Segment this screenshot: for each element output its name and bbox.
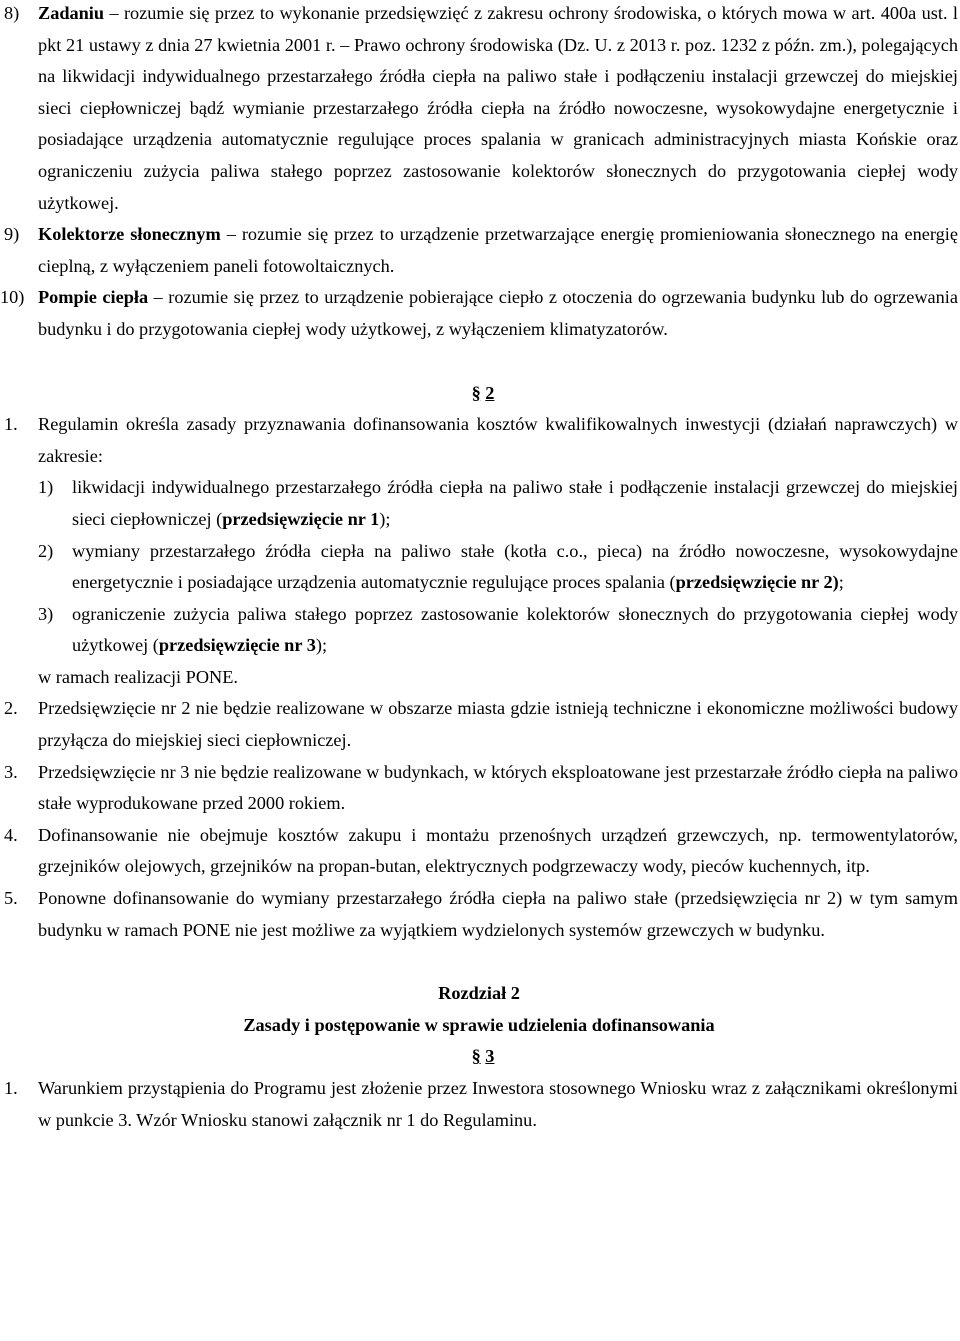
chapter-label: Rozdział 2 [438, 983, 520, 1004]
definition-text: – rozumie się przez to wykonanie przedsięwzięć z zakresu ochrony środowiska, o których mowa w art. 400a ust. l pkt 21 ustawy z dnia 27 kwietnia 2001 r. – Prawo ochrony środowiska (Dz. U. z 2013 r. poz. 1232 z późn. zm.), polegających na likwidacji indywidualnego przestarzałego źródła ciepła na paliwo stałe i podłączeniu instalacji grzewczej do miejskiej sieci ciepłowniczej bądź wymianie przestarzałego źródła ciepła na źródło nowoczesne, wysokowydajne energetycznie i posiadające urządzenia automatycznie regulujące proces spalania w granicach administracyjnych miasta Końskie oraz ograniczeniu zużycia paliwa stałego poprzez zastosowanie kolektorów słonecznych do przygotowania ciepłej wody użytkowej. [38, 3, 958, 213]
paragraph-text: Dofinansowanie nie obejmuje kosztów zakupu i montażu przenośnych urządzeń grzewczych, np. termowentylatorów, grzejników olejowych, grzejników na propan-butan, elektrycznych podgrzewaczy wody, pieców kuchennych, itp. [38, 824, 958, 877]
definition-9 [0, 219, 958, 282]
paragraph-text: Przedsięwzięcie nr 2 nie będzie realizowane w obszarze miasta gdzie istnieją techniczne i ekonomiczne możliwości budowy przyłącza do miejskiej sieci ciepłowniczej. [38, 698, 958, 751]
paragraph-text: Przedsięwzięcie nr 3 nie będzie realizowane w budynkach, w których eksploatowane jest przestarzałe źródło ciepła na paliwo stałe wyprodukowane przed 2000 rokiem. [38, 761, 958, 814]
section-mark: § [471, 382, 481, 403]
sub-item-end: ); [379, 508, 391, 529]
section-number: 3 [485, 1046, 495, 1067]
paragraph-4 [0, 820, 958, 883]
sub-item-bold: przedsięwzięcie nr 1 [222, 508, 380, 529]
paragraph-number: 5. [4, 888, 18, 909]
sub-item-bold: przedsięwzięcie nr 3 [158, 635, 316, 656]
paragraph-text: Warunkiem przystąpienia do Programu jest złożenie przez Inwestora stosownego Wniosku wraz z załącznikami określonymi w punkcie 3. Wzór Wniosku stanowi załącznik nr 1 do Regulaminu. [38, 1078, 958, 1130]
defined-term: Zadaniu [38, 3, 105, 23]
definition-8 [0, 0, 958, 219]
paragraph-3-1 [0, 1073, 958, 1136]
sub-item-bold: przedsięwzięcie nr 2) [675, 572, 839, 593]
sub-item-number: 2) [38, 540, 54, 561]
paragraph-number: 4. [4, 824, 18, 845]
definition-text: – rozumie się przez to urządzenie przetwarzające energię promieniowania słonecznego na energię cieplną, z wyłączeniem paneli fotowoltaicznych. [38, 224, 958, 276]
definition-text: – rozumie się przez to urządzenie pobierające ciepło z otoczenia do ogrzewania budynku lub do ogrzewania budynku i do przygotowania ciepłej wody użytkowej, z wyłączeniem klimatyzatorów. [38, 287, 958, 339]
paragraph-text: Regulamin określa zasady przyznawania dofinansowania kosztów kwalifikowalnych inwestycji (działań naprawczych) w zakresie: [38, 414, 958, 466]
section-heading-2 [0, 378, 958, 410]
paragraph-5 [0, 883, 958, 946]
defined-term: Kolektorze słonecznym [38, 224, 221, 245]
item-number: 9) [4, 224, 20, 245]
chapter-title: Zasady i postępowanie w sprawie udzielenia dofinansowania [243, 1014, 715, 1035]
section-number: 2 [485, 382, 495, 403]
sub-item-text: wymiany przestarzałego źródła ciepła na paliwo stałe (kotła c.o., pieca) na źródło nowoczesne, wysokowydajne energetycznie i posiadające urządzenia automatycznie regulujące proces spalania ( [72, 540, 958, 593]
paragraph-number: 3. [4, 761, 18, 782]
sub-item-end: ); [315, 635, 328, 656]
paragraph-3 [0, 757, 958, 820]
sub-item-2 [0, 536, 958, 599]
item-number: 10) [0, 287, 25, 308]
paragraph-number: 1. [4, 414, 18, 435]
definition-10 [0, 282, 958, 345]
sub-item-text: likwidacji indywidualnego przestarzałego źródła ciepła na paliwo stałe i podłączenie instalacji grzewczej do miejskiej sieci ciepłowniczej ( [72, 477, 958, 529]
paragraph-1 [0, 409, 958, 472]
sub-item-end: ; [838, 572, 844, 593]
defined-term: Pompie ciepła [38, 287, 149, 308]
paragraph-2 [0, 693, 958, 756]
sub-item-text: ograniczenie zużycia paliwa stałego poprzez zastosowanie kolektorów słonecznych do przygotowania ciepłej wody użytkowej ( [72, 603, 958, 656]
sub-item-number: 3) [38, 603, 54, 624]
paragraph-number: 2. [4, 698, 18, 719]
section-mark: § [471, 1046, 481, 1067]
list-tail-text: w ramach realizacji PONE. [38, 666, 238, 687]
section-heading-3 [0, 1041, 958, 1073]
sub-item-1 [0, 472, 958, 535]
sub-item-3 [0, 599, 958, 662]
paragraph-text: Ponowne dofinansowanie do wymiany przestarzałego źródła ciepła na paliwo stałe (przedsięwzięcia nr 2) w tym samym budynku w ramach PONE nie jest możliwe za wyjątkiem wydzielonych systemów grzewczych w budynku. [38, 888, 958, 940]
item-number: 8) [4, 3, 20, 23]
sub-item-number: 1) [38, 477, 54, 498]
paragraph-number: 1. [4, 1078, 18, 1098]
